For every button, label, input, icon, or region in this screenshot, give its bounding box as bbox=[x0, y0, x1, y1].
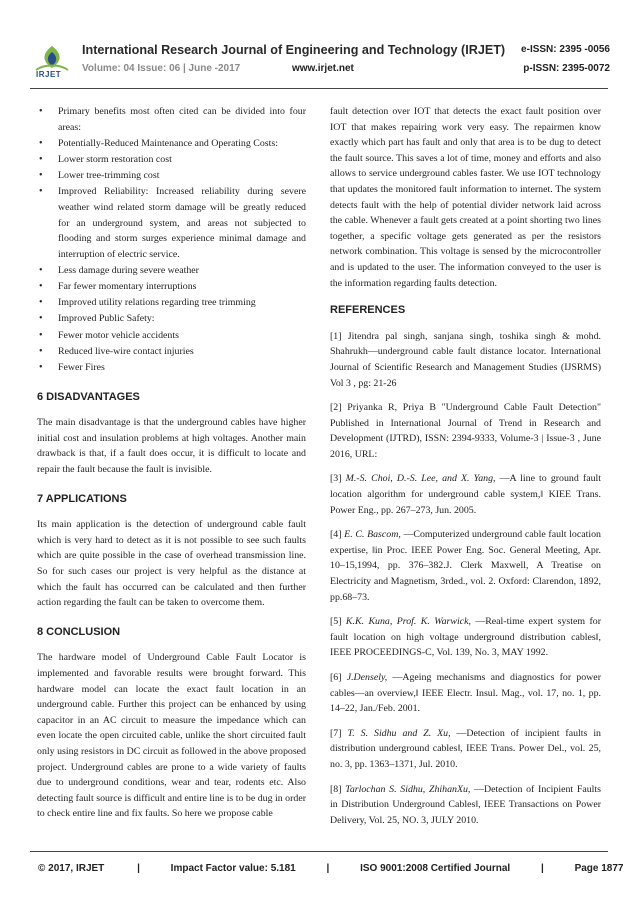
footer-impact-factor: Impact Factor value: 5.181 bbox=[170, 863, 296, 874]
list-item: • Lower tree-trimming cost bbox=[37, 168, 306, 184]
footer-iso: ISO 9001:2008 Certified Journal bbox=[360, 863, 511, 874]
section-heading-applications: 7 APPLICATIONS bbox=[37, 492, 127, 505]
eissn: e-ISSN: 2395 -0056 bbox=[521, 44, 610, 55]
reference-item: [4] E. C. Bascom, —Computerized underground cable fault location expertise, ‖in Proc. IEEE Power Eng. Soc. General Meeting, Apr. 10–15,1994, pp. 376–382.J. Clerk Maxwell, A Treatise on Electricity and Magnetism, 3rded., vol. 2. Oxford: Clarendon, 1892, pp.68–73. bbox=[330, 529, 601, 603]
list-item: • Reduced live-wire contact injuries bbox=[37, 344, 306, 360]
list-item: • Far fewer momentary interruptions bbox=[37, 279, 306, 295]
reference-item: [3] M.-S. Choi, D.-S. Lee, and X. Yang, —A line to ground fault location algorithm for underground cable system,‖ KIEE Trans. Power Eng., pp. 267–273, Jun. 2005. bbox=[330, 473, 602, 516]
reference-item: [8] Tarlochan S. Sidhu, ZhihanXu, —Detection of Incipient Faults in Distribution Underground Cables‖, IEEE Transactions on Power Delivery, Vol. 25, NO. 3, JULY 2010. bbox=[330, 783, 601, 826]
list-item: • Fewer Fires bbox=[37, 360, 306, 376]
section-heading-disadvantages: 6 DISADVANTAGES bbox=[37, 390, 140, 403]
footer-page-number: Page 1877 bbox=[574, 863, 624, 874]
list-item: • Potentially-Reduced Maintenance and Operating Costs: bbox=[37, 136, 306, 152]
reference-item: [6] J.Densely, —Ageing mechanisms and diagnostics for power cables—an overview,‖ IEEE Electr. Insul. Mag., vol. 17, no. 1, pp. 14–22, Jan./Feb. 2001. bbox=[330, 672, 601, 715]
applications-text: Its main application is the detection of underground cable fault which is very hard to detect as it is not possible to see such faults which are quite possible in the case of overhead transmission line. So for such cases our project is very helpful as the distance at which the fault has occurred can be calculated and then further action regarding the fault can be taken to overcome them. bbox=[37, 519, 306, 609]
disadvantages-text: The main disadvantage is that the underground cables have higher initial cost and insulation problems at high voltages. Another main drawback is that, if a fault does occur, it is difficult to locate and repair the fault because the fault is invisible. bbox=[37, 417, 306, 475]
left-column bbox=[37, 104, 306, 822]
footer-separator: | bbox=[326, 863, 330, 874]
section-heading-conclusion: 8 CONCLUSION bbox=[37, 625, 121, 638]
list-item: • Primary benefits most often cited can be divided into four areas: bbox=[37, 104, 306, 135]
list-item: • Improved utility relations regarding tree trimming bbox=[37, 295, 306, 311]
footer-separator: | bbox=[137, 863, 140, 874]
reference-item: [1] Jitendra pal singh, sanjana singh, toshika singh & mohd. Shahrukh—underground cable fault distance locator. International Journal of Scientific Research and Management Studies (IJSRMS) Vol 3 , pg: 21-26 bbox=[330, 330, 601, 389]
conclusion-continuation: fault detection over IOT that detects the exact fault position over IOT that makes repairing work very easy. The repairmen know exactly which part has fault and only that area is to be dug to detect the fault source. This saves a lot of time, money and efforts and also allows to service underground cables faster. We use IOT technology that updates the monitored fault information to internet. The system detects fault with the help of potential divider network laid across the cable. Whenever a fault gets created at a point shorting two lines together, a specific voltage gets generated as per the resistors network combination. This voltage is sensed by the microcontroller and is updated to the user. The information conveyed to the user is the information regarding faults detection. bbox=[330, 106, 601, 289]
list-item: • Less damage during severe weather bbox=[37, 263, 306, 279]
list-item: • Improved Reliability: Increased reliability during severe weather wind related storm damage will be greatly reduced for an underground system, and areas not subjected to flooding and storm surges experience minimal damage and interruption of electric service. bbox=[37, 184, 306, 262]
page-header bbox=[30, 40, 610, 84]
reference-item: [7] T. S. Sidhu and Z. Xu, —Detection of incipient faults in distribution underground cables‖, IEEE Trans. Power Del., vol. 25, no. 3, pp. 1363–1371, Jul. 2010. bbox=[330, 727, 601, 770]
pissn: p-ISSN: 2395-0072 bbox=[523, 63, 610, 74]
benefits-list bbox=[37, 104, 306, 376]
journal-title: International Research Journal of Engineering and Technology (IRJET) bbox=[82, 43, 506, 57]
list-item: • Improved Public Safety: bbox=[37, 311, 306, 327]
reference-item: [5] K.K. Kuna, Prof. K. Warwick, —Real-time expert system for fault location on high voltage underground distribution cables‖, IEEE PROCEEDINGS-C, Vol. 139, No. 3, MAY 1992. bbox=[330, 616, 601, 659]
page-footer bbox=[38, 863, 624, 874]
footer-separator: | bbox=[540, 863, 544, 874]
reference-item: [2] Priyanka R, Priya B "Underground Cable Fault Detection" Published in International Journal of Trend in Research and Development (IJTRD), ISSN: 2394-9333, Volume-3 | Issue-3 , June 2016, URL: bbox=[330, 402, 601, 460]
footer-copyright: © 2017, IRJET bbox=[38, 863, 105, 874]
references-heading: REFERENCES bbox=[330, 304, 406, 317]
conclusion-text: The hardware model of Underground Cable Fault Locator is implemented and favorable results were brought forward. This hardware model can locate the exact fault location in an underground cable. Further this project can be enhanced by using capacitor in an AC circuit to measure the impedance which can even locate the open circuited cable, unlike the short circuited fault only using resistors in DC circuit as followed in the above proposed project. Underground cables are prone to a wide variety of faults due to underground conditions, wear and tear, rodents etc. Also detecting fault source is difficult and entire line is to be dug in order to check entire line and fix faults. So here we propose cable bbox=[37, 652, 306, 820]
right-column bbox=[330, 104, 601, 837]
header-rule bbox=[30, 88, 608, 89]
list-item: • Fewer motor vehicle accidents bbox=[37, 328, 306, 344]
volume-info: Volume: 04 Issue: 06 | June -2017 bbox=[82, 63, 241, 74]
footer-rule bbox=[30, 851, 608, 852]
website-link[interactable]: www.irjet.net bbox=[292, 63, 354, 74]
list-item: • Lower storm restoration cost bbox=[37, 152, 306, 168]
logo-text: IRJET bbox=[36, 70, 62, 79]
